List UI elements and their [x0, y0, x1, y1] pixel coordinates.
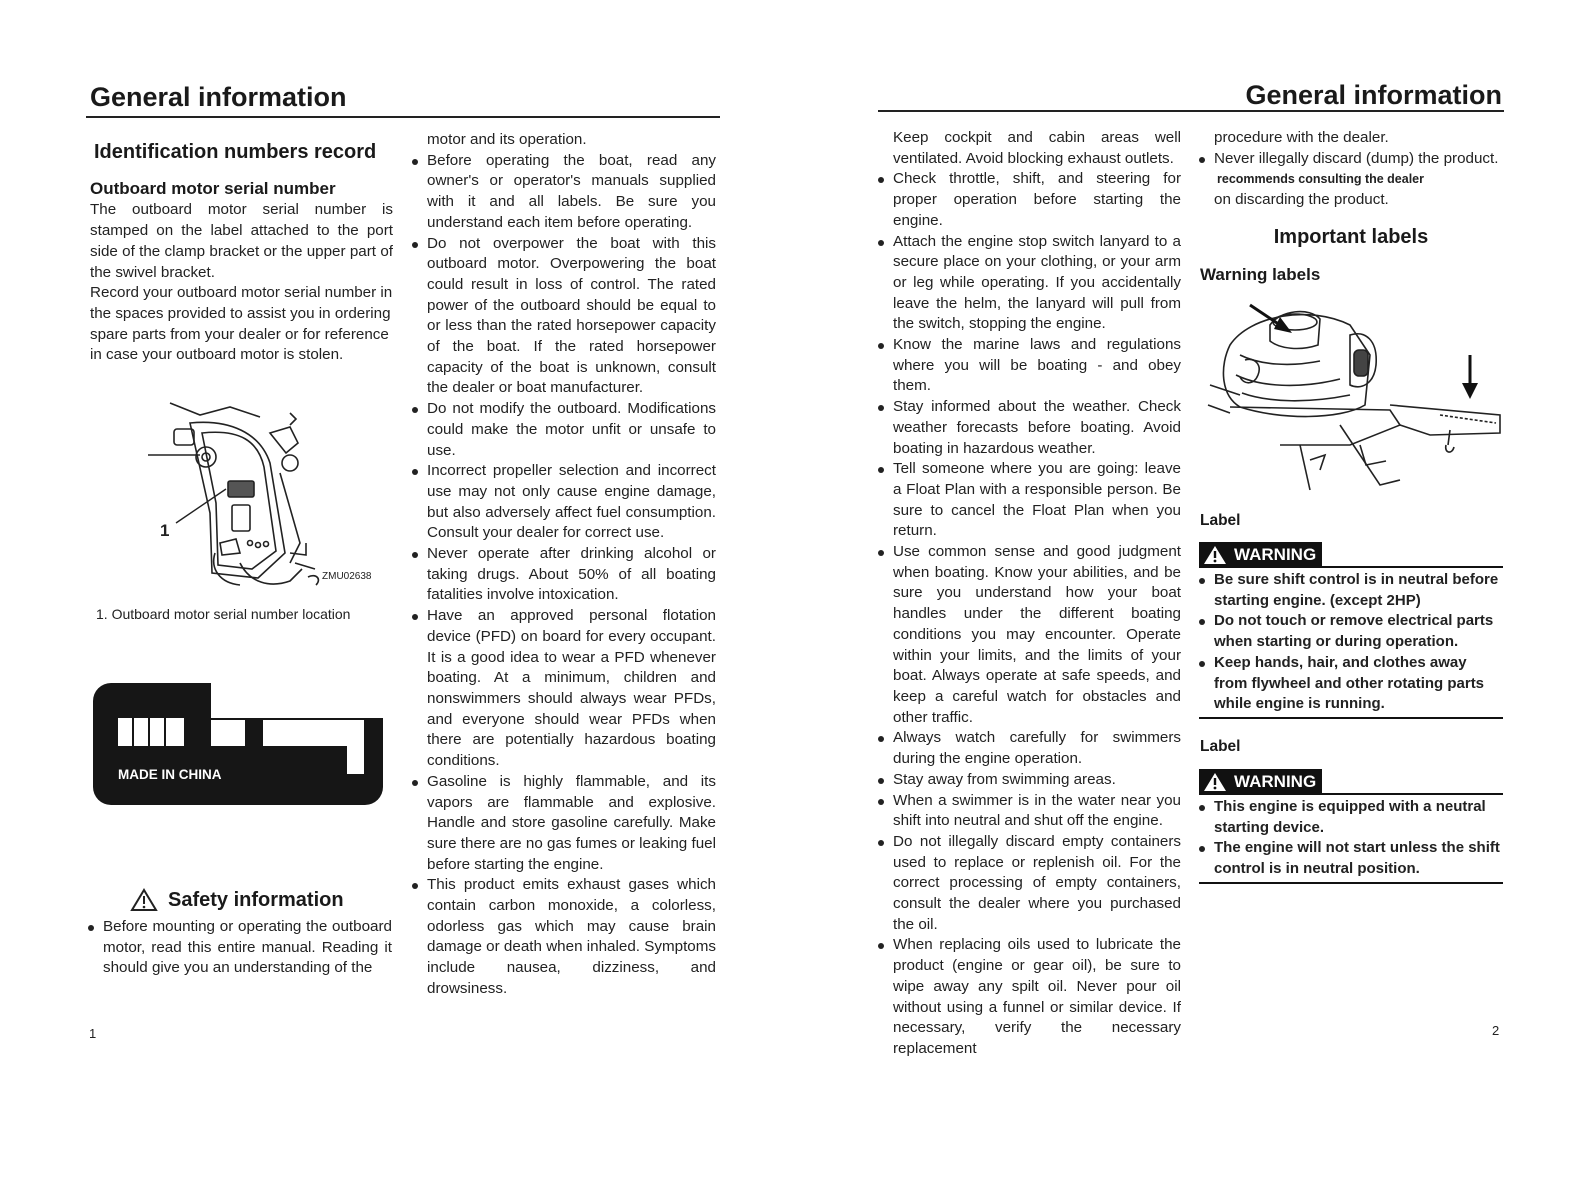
safety-bullet: This product emits exhaust gases which contain carbon monoxide, a colorless, odorless gas which may cause brain damage or death when inhaled. Symptoms include nausea, dizziness, and drowsiness.: [410, 875, 716, 999]
col2-lead: motor and its operation.: [427, 131, 587, 148]
safety-bullet: Have an approved personal flotation device (PFD) on board for every occupant. It is a good idea to wear a PFD whenever boating. At a minimum, children and nonswimmers should always wear PFDs, and everyone should wear PFDs when there are potentially hazardous boating conditions.: [410, 606, 716, 772]
right-column-3: [876, 128, 1181, 1060]
serial-number-heading: Outboard motor serial number: [90, 178, 336, 198]
outboard-engine-drawing: [1200, 295, 1505, 495]
plate-made-in-china: MADE IN CHINA: [118, 767, 222, 782]
left-page-number: 1: [89, 1026, 97, 1041]
label-2-title: Label: [1200, 738, 1241, 755]
warning-2-line: [1322, 793, 1503, 795]
engine-label-figure: [1200, 295, 1505, 495]
left-header-rule: [86, 116, 720, 118]
col4-bold-line: recommends consulting the dealer: [1217, 172, 1424, 187]
figure-callout-number: 1: [160, 521, 170, 540]
right-column-4: [1197, 128, 1505, 211]
left-column-2: [410, 130, 716, 1000]
warning-triangle-icon: [1203, 772, 1227, 792]
safety-bullet: Do not modify the outboard. Modifications could make the motor unfit or unsafe to use.: [410, 399, 716, 461]
safety-bullet: Tell someone where you are going: leave a Float Plan with a responsible person. Be sure to cancel the Float Plan when you return.: [876, 459, 1181, 542]
left-column-1: [90, 142, 393, 366]
warning-1-badge: [1199, 542, 1322, 568]
safety-bullet: Never operate after drinking alcohol or taking drugs. About 50% of all boating fatalities involve intoxication.: [410, 544, 716, 606]
safety-heading-row: [130, 888, 344, 912]
plate-box: [166, 718, 184, 746]
plate-box: [118, 718, 132, 746]
safety-bullet: Incorrect propeller selection and incorrect use may not only cause engine damage, but also adversely affect fuel consumption. Consult your dealer for correct use.: [410, 461, 716, 544]
safety-bullet: Always watch carefully for swimmers during the engine operation.: [876, 728, 1181, 769]
outboard-bracket-drawing: [140, 393, 385, 593]
safety-first-item: [86, 917, 392, 979]
warning-2-item: This engine is equipped with a neutral starting device.: [1197, 797, 1503, 838]
serial-number-location-figure: [140, 393, 385, 593]
warning-2-badge: [1199, 769, 1322, 795]
warning-1-item: Be sure shift control is in neutral before starting engine. (except 2HP): [1197, 570, 1503, 611]
important-labels-heading: Important labels: [1273, 226, 1429, 248]
warning-1-item: Do not touch or remove electrical parts when starting or during operation.: [1197, 611, 1503, 652]
plate-box: [134, 718, 148, 746]
safety-information-heading: Safety information: [168, 888, 344, 911]
warning-triangle-icon: [130, 888, 158, 912]
safety-bullet: Stay away from swimming areas.: [876, 770, 1181, 791]
id-numbers-heading: Identification numbers record: [94, 141, 377, 163]
warning-1-title: WARNING: [1234, 545, 1317, 564]
col4-line: on discarding the product.: [1214, 191, 1389, 209]
warning-2-items: [1197, 797, 1503, 880]
safety-bullet: Before operating the boat, read any owner's or operator's manuals supplied with it and all labels. Be sure you understand each item before operating.: [410, 151, 716, 234]
warning-triangle-icon: [1203, 545, 1227, 565]
right-page-title: General information: [1245, 80, 1502, 110]
safety-bullet: Do not overpower the boat with this outboard motor. Overpowering the boat could result in loss of control. The rated power of the outboard should be equal to or less than the rated horsepower capacity of the boat. If the rated horsepower capacity of the boat is unknown, consult the dealer or boat manufacturer.: [410, 234, 716, 400]
safety-bullet: When replacing oils used to lubricate the product (engine or gear oil), be sure to wipe away any spilt oil. Never pour oil without using a funnel or similar device. If necessary, verify the necessary replacement: [876, 935, 1181, 1059]
safety-bullet: When a swimmer is in the water near you shift into neutral and shut off the engine.: [876, 791, 1181, 832]
warning-2-title: WARNING: [1234, 772, 1317, 791]
warning-1-bottom-rule: [1199, 717, 1503, 719]
plate-blank-field-top: [211, 683, 390, 718]
warning-labels-heading: Warning labels: [1200, 265, 1321, 284]
safety-bullet: Before mounting or operating the outboard motor, read this entire manual. Reading it should give you an understanding of the: [86, 917, 392, 979]
serial-paragraph-2: Record your outboard motor serial number in the spaces provided to assist you in ordering spare parts from your dealer or for reference in case your outboard motor is stolen.: [90, 284, 393, 364]
warning-1-line: [1322, 566, 1503, 568]
plate-blank-field-right: [263, 720, 364, 746]
safety-bullet: Gasoline is highly flammable, and its vapors are flammable and explosive. Handle and store gasoline carefully. Make sure there are no gas fumes or leaking fuel before starting the engine.: [410, 772, 716, 876]
warning-2-item: The engine will not start unless the shift control is in neutral position.: [1197, 838, 1503, 879]
safety-bullet: Use common sense and good judgment when boating. Know your abilities, and be sure you understand how your boat handles under the different boating conditions you may encounter. Operate within your limits, and the limits of your boat. Always operate at safe speeds, and keep a careful watch for obstacles and other traffic.: [876, 542, 1181, 728]
serial-paragraph-1: The outboard motor serial number is stamped on the label attached to the port side of the clamp bracket or the upper part of the swivel bracket.: [90, 201, 393, 281]
warning-1-items: [1197, 570, 1503, 715]
plate-blank-field-tall: [347, 746, 364, 774]
safety-bullet: Never illegally discard (dump) the product.: [1197, 149, 1505, 170]
safety-bullet: Do not illegally discard empty containers used to replace or replenish oil. For the correct processing of empty containers, consult the dealer where you purchased the oil.: [876, 832, 1181, 936]
figure-caption: 1. Outboard motor serial number location: [96, 606, 351, 622]
left-page-title: General information: [90, 82, 347, 112]
label-1-title: Label: [1200, 512, 1241, 529]
plate-box: [150, 718, 164, 746]
figure-code: ZMU02638: [322, 571, 372, 582]
warning-2-bottom-rule: [1199, 882, 1503, 884]
col3-lead: Keep cockpit and cabin areas well ventilated. Avoid blocking exhaust outlets.: [893, 129, 1181, 167]
warning-1-bar: [1199, 542, 1503, 568]
safety-bullet: Check throttle, shift, and steering for proper operation before starting the engine.: [876, 169, 1181, 231]
warning-2-bar: [1199, 769, 1503, 795]
safety-bullet: Attach the engine stop switch lanyard to a secure place on your clothing, or your arm or leg while operating. If you accidentally leave the helm, the lanyard will pull from the switch, stopping the engine.: [876, 232, 1181, 336]
serial-number-plate: [93, 683, 383, 805]
col4-lead: procedure with the dealer.: [1214, 129, 1389, 146]
safety-bullet: Know the marine laws and regulations where you will be boating - and obey them.: [876, 335, 1181, 397]
safety-bullet: Stay informed about the weather. Check weather forecasts before boating. Avoid boating in hazardous weather.: [876, 397, 1181, 459]
warning-1-item: Keep hands, hair, and clothes away from flywheel and other rotating parts while engine is running.: [1197, 653, 1503, 715]
right-page-number: 2: [1492, 1023, 1500, 1038]
plate-blank-field-small: [211, 720, 245, 746]
